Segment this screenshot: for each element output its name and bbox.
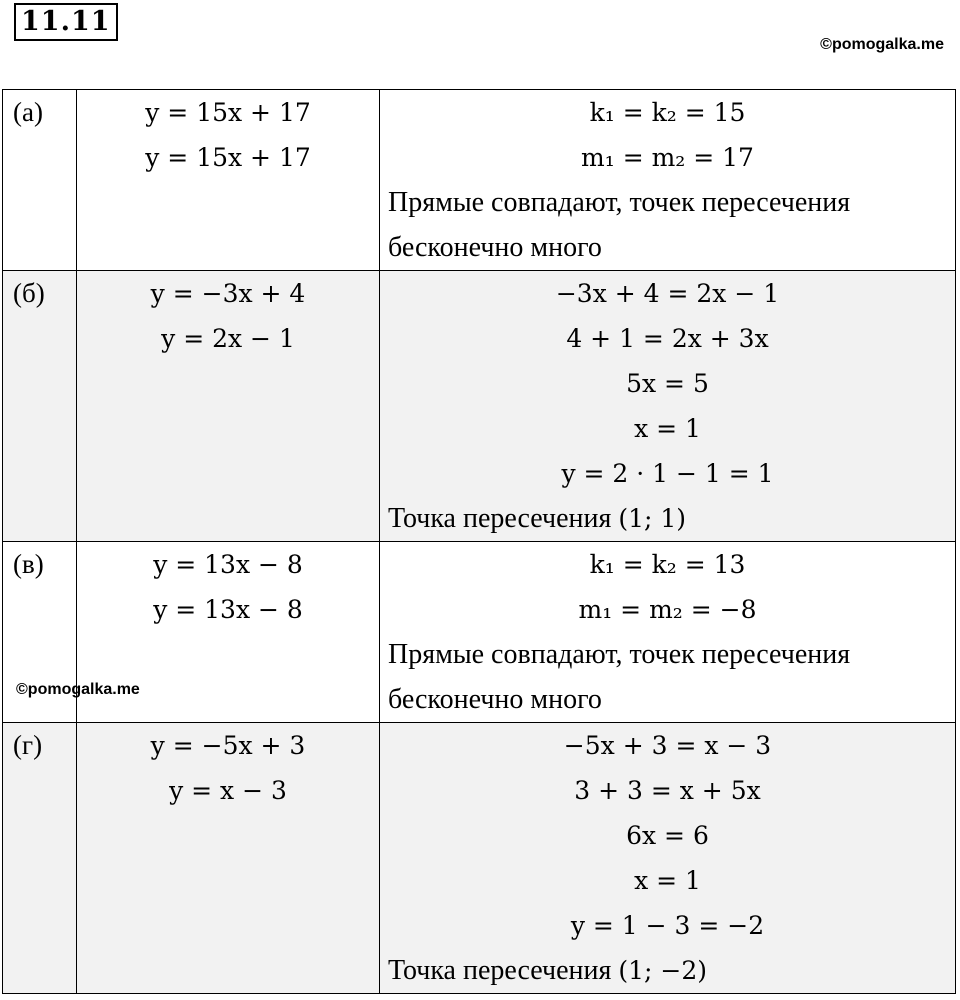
row-label: (б) (13, 278, 45, 308)
equation-line: y = 13x − 8 (153, 595, 303, 624)
solution-line: m₁ = m₂ = 17 (581, 143, 754, 172)
solution-line: k₁ = k₂ = 13 (589, 550, 746, 579)
row-label: (г) (13, 730, 43, 760)
conclusion-line: бесконечно много (388, 232, 602, 263)
equation-line: y = 2x − 1 (161, 324, 295, 353)
row-g (3, 723, 956, 994)
intersection-line (380, 496, 955, 541)
solution-cell (380, 542, 956, 723)
solution-line: y = 1 − 3 = −2 (570, 911, 765, 940)
row-a (3, 90, 956, 271)
row-label: (в) (13, 549, 44, 579)
solutions-table (2, 89, 956, 994)
row-label-cell (3, 271, 77, 542)
equation-line: y = 15x + 17 (145, 143, 311, 172)
solution-line: −5x + 3 = x − 3 (563, 731, 772, 760)
equation-line: y = 13x − 8 (153, 550, 303, 579)
equations-cell (77, 723, 380, 994)
solution-cell (380, 90, 956, 271)
solution-cell (380, 271, 956, 542)
conclusion-line: бесконечно много (388, 684, 602, 715)
solution-cell (380, 723, 956, 994)
intersection-line (380, 948, 955, 993)
equations-cell (77, 90, 380, 271)
conclusion-line: Прямые совпадают, точек пересечения (388, 639, 851, 670)
equations-cell (77, 271, 380, 542)
row-label-cell (3, 90, 77, 271)
row-label-cell (3, 723, 77, 994)
solution-line: x = 1 (634, 414, 701, 443)
solution-line: k₁ = k₂ = 15 (589, 98, 746, 127)
equation-line: y = 15x + 17 (145, 98, 311, 127)
equation-line: y = −5x + 3 (150, 731, 306, 760)
solution-line: −3x + 4 = 2x − 1 (555, 279, 780, 308)
row-v (3, 542, 956, 723)
solution-line: 3 + 3 = x + 5x (574, 776, 761, 805)
solution-line: 6x = 6 (626, 821, 709, 850)
watermark-mid: ©pomogalka.me (16, 681, 140, 698)
intersection-point: (1; −2) (618, 956, 707, 985)
solution-line: x = 1 (634, 866, 701, 895)
row-b (3, 271, 956, 542)
solution-line: y = 2 · 1 − 1 = 1 (561, 459, 774, 488)
row-label: (а) (13, 97, 43, 127)
equation-line: y = x − 3 (169, 776, 287, 805)
intersection-point: (1; 1) (618, 504, 687, 533)
conclusion-line: Прямые совпадают, точек пересечения (388, 187, 851, 218)
intersection-text: Точка пересечения (388, 503, 619, 534)
intersection-text: Точка пересечения (388, 955, 619, 986)
solution-line: 5x = 5 (626, 369, 709, 398)
solution-line: m₁ = m₂ = −8 (578, 595, 757, 624)
watermark-top: ©pomogalka.me (820, 36, 944, 53)
problem-number: 11.11 (14, 3, 118, 41)
solution-line: 4 + 1 = 2x + 3x (566, 324, 769, 353)
equation-line: y = −3x + 4 (150, 279, 306, 308)
